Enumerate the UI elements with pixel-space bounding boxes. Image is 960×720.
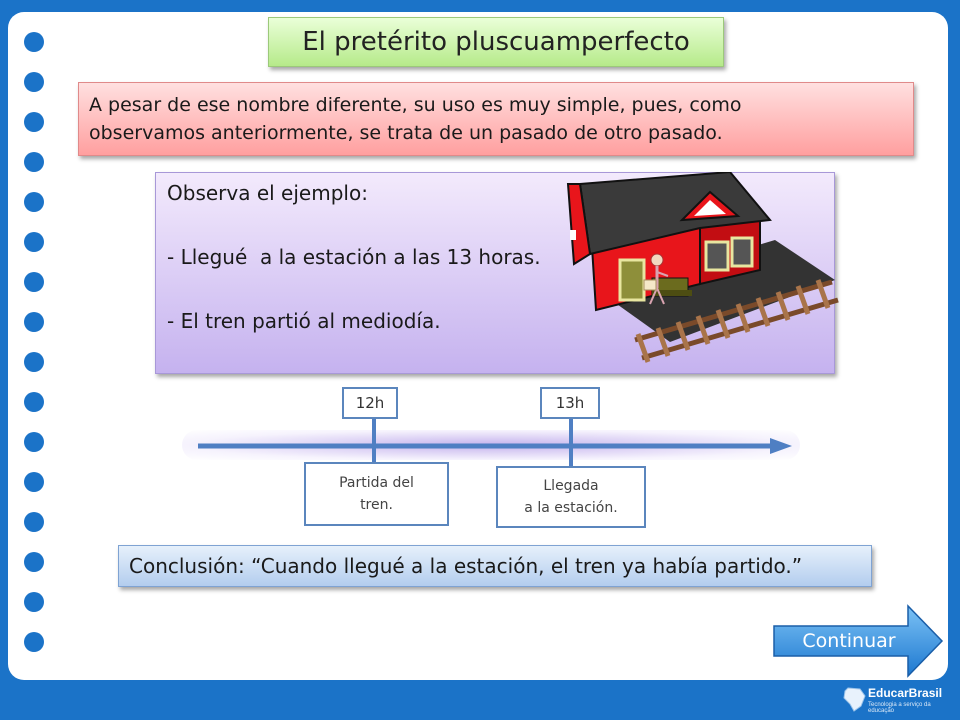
conclusion-box	[118, 545, 872, 587]
event-text: Llegada	[543, 478, 599, 494]
continue-button[interactable]	[772, 604, 944, 678]
tick-label-13h	[540, 387, 600, 419]
example-item: - El tren partió al mediodía.	[167, 309, 441, 333]
train-station-illustration	[560, 172, 840, 372]
educarbrasil-logo	[842, 684, 954, 716]
example-heading: Observa el ejemplo:	[167, 181, 368, 205]
continue-label[interactable]: Continuar	[802, 630, 896, 652]
binding-dot	[24, 192, 44, 212]
intro-line: observamos anteriormente, se trata de un pasado de otro pasado.	[89, 122, 723, 144]
binding-dot	[24, 112, 44, 132]
binding-dot	[24, 352, 44, 372]
binding-dot	[24, 312, 44, 332]
binding-dot	[24, 152, 44, 172]
binding-dot	[24, 592, 44, 612]
slide-title	[268, 17, 724, 67]
binding-dot	[24, 472, 44, 492]
tick-label-text: 13h	[555, 394, 585, 412]
event-arrival-box	[496, 466, 646, 528]
binding-dot	[24, 32, 44, 52]
binding-dot	[24, 552, 44, 572]
event-departure-box	[304, 462, 449, 526]
binding-dot	[24, 72, 44, 92]
binding-dot	[24, 272, 44, 292]
binding-dot	[24, 232, 44, 252]
binding-dot	[24, 392, 44, 412]
event-text: tren.	[360, 497, 393, 513]
brand-name: EducarBrasil	[868, 686, 943, 700]
conclusion-text: Conclusión: “Cuando llegué a la estación, el tren ya había partido.”	[129, 554, 803, 578]
intro-text-box	[78, 82, 914, 156]
brazil-map-logo-icon	[842, 686, 866, 712]
tick-label-12h	[342, 387, 398, 419]
binding-dot	[24, 512, 44, 532]
binding-dot	[24, 632, 44, 652]
brand-tagline: Tecnologia a serviço da educação	[868, 702, 931, 714]
binding-dot	[24, 432, 44, 452]
event-text: Partida del	[339, 475, 414, 491]
slide-title-text: El pretérito pluscuamperfecto	[302, 27, 690, 57]
intro-line: A pesar de ese nombre diferente, su uso es muy simple, pues, como	[89, 94, 742, 116]
tick-label-text: 12h	[355, 394, 385, 412]
timeline-glow	[182, 430, 800, 460]
event-text: a la estación.	[524, 500, 618, 516]
example-item: - Llegué a la estación a las 13 horas.	[167, 245, 541, 269]
